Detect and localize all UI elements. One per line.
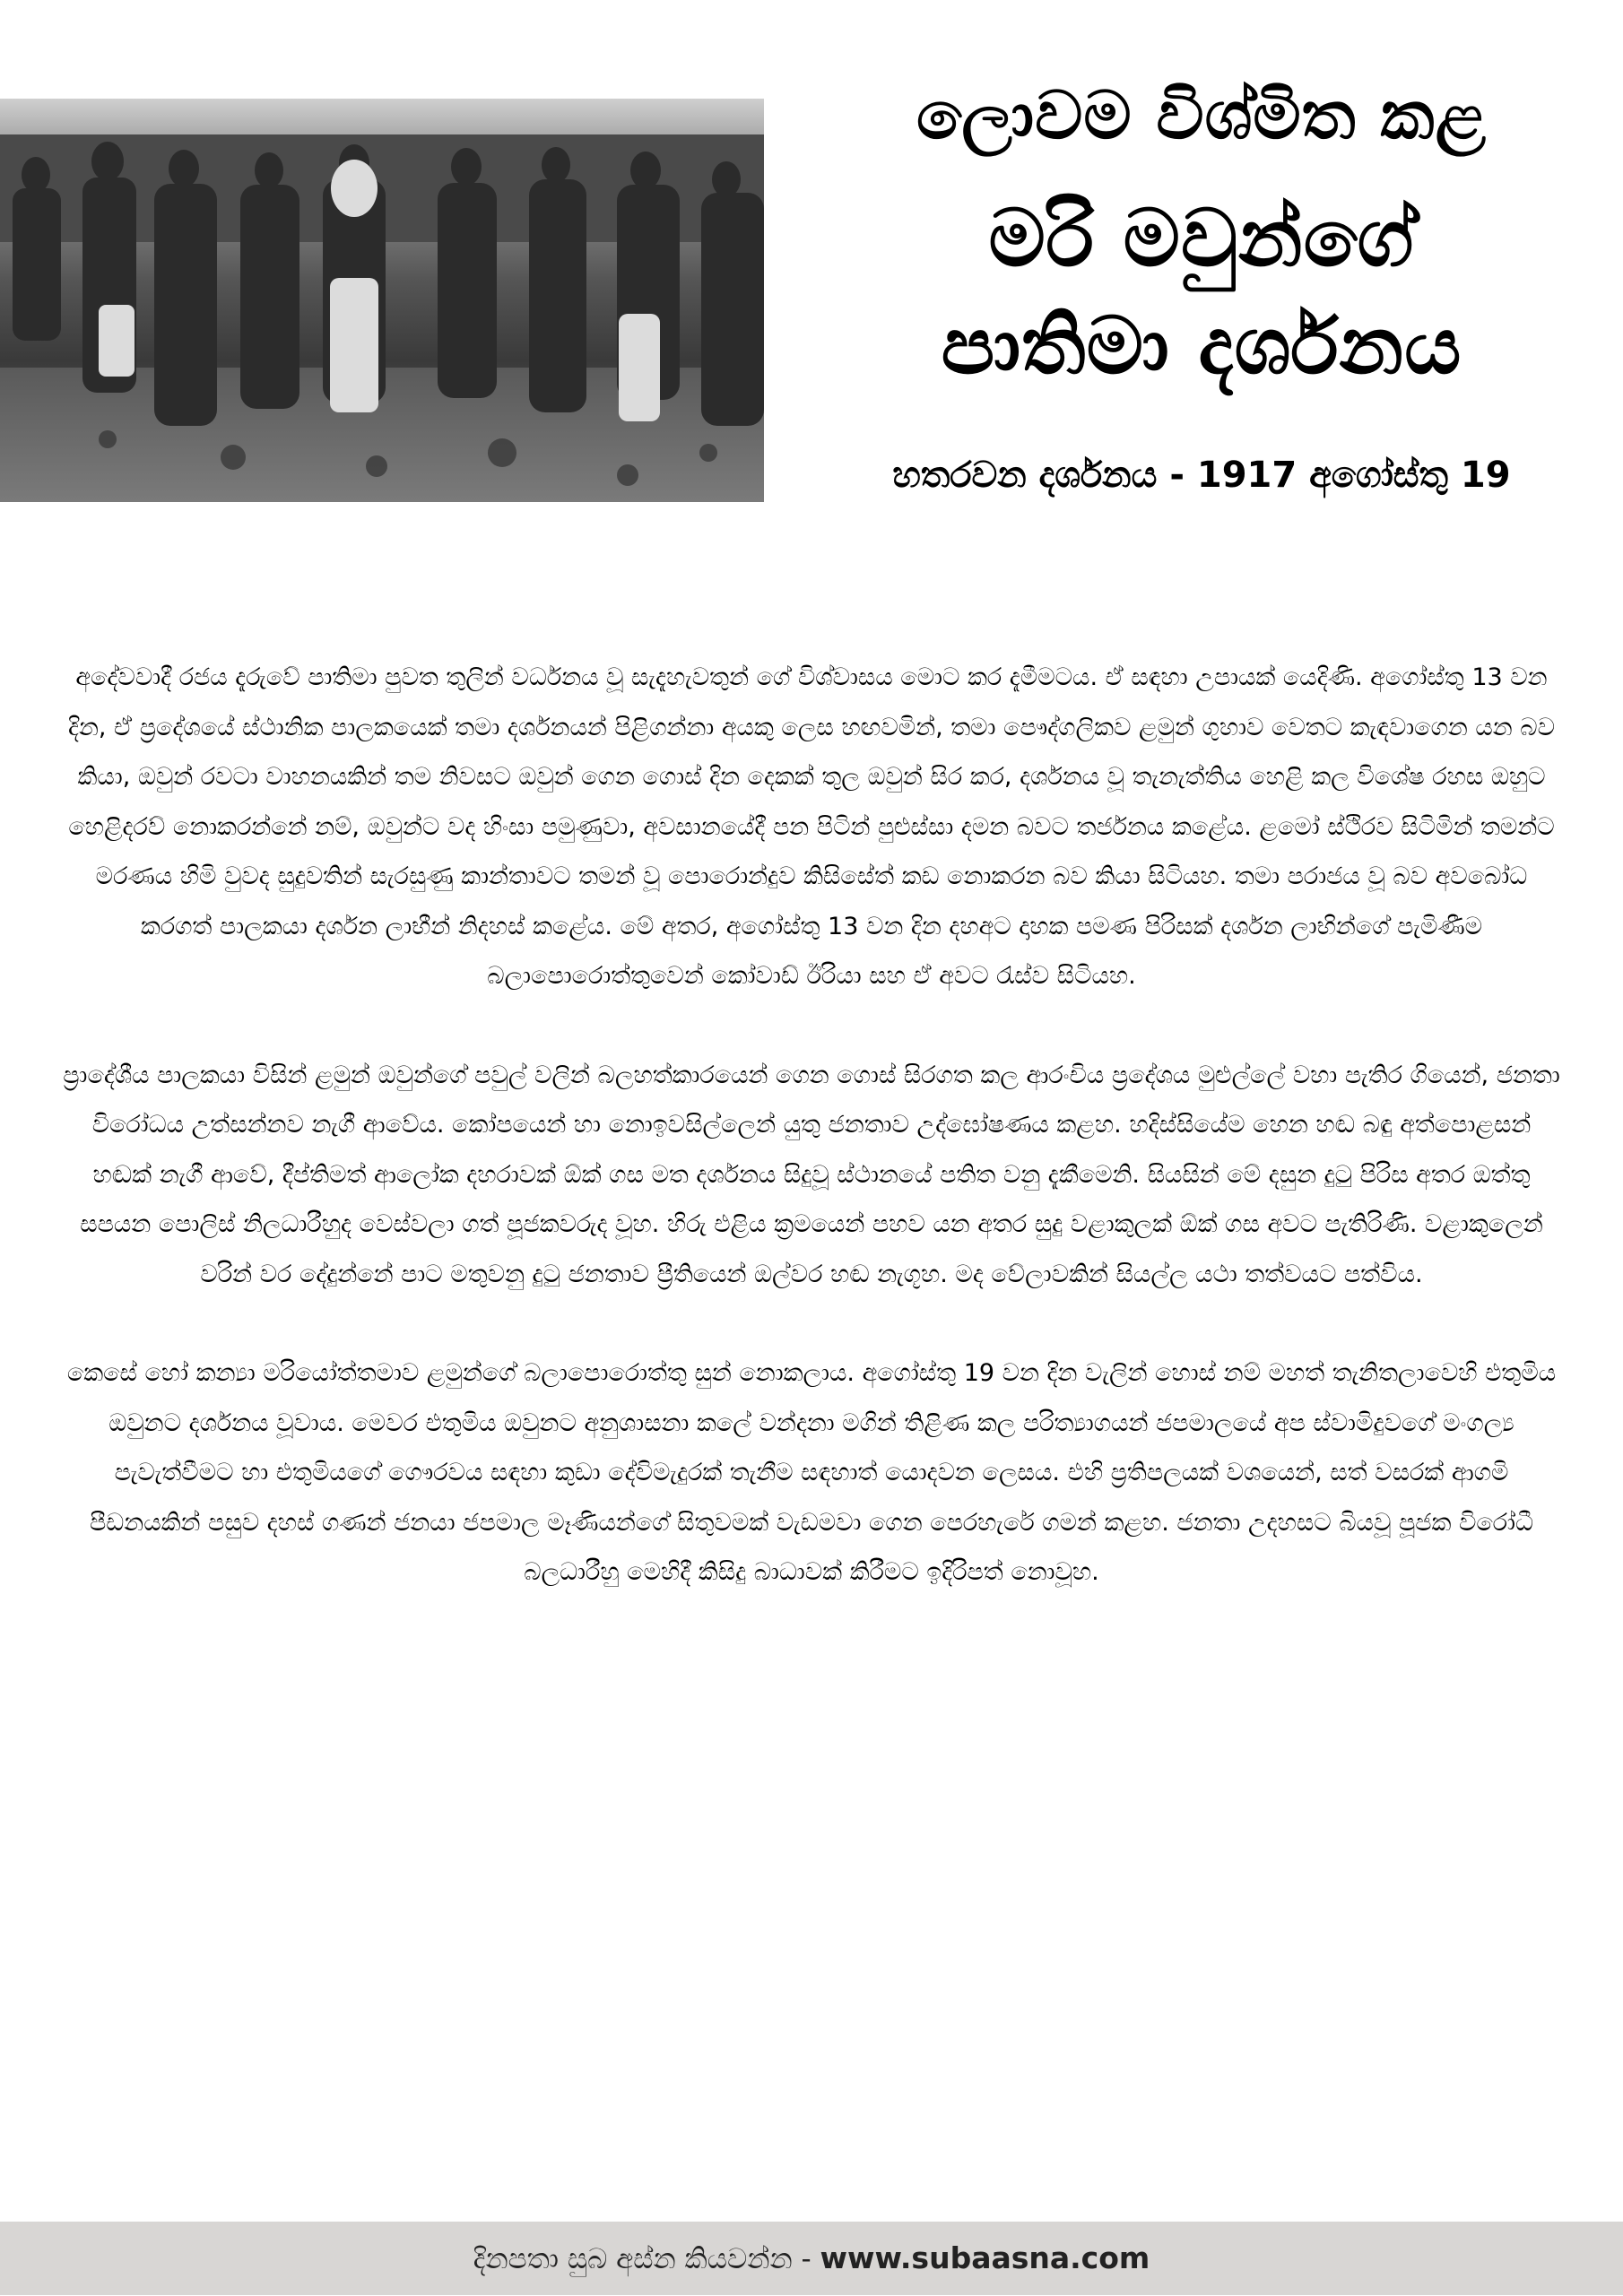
article-body: [59, 653, 1564, 1647]
paragraph-3: කෙසේ හෝ කන්‍යා මරියෝත්තමාව ළමුන්ගේ බලාපොරොත්තු සුන් නොකලාය. අගෝස්තු 19 වන දින වැලින් හොස් නම් මහත් තැනිතලාවෙහි එතුමිය ඔවුනට දර්ශනය වූවාය. මෙවර එතුමිය ඔවුනට අනුශාසනා කලේ වන්දනා මගින් තිළිණ කල පරිත්‍යාගයන් ජපමාලයේ අප ස්වාමිදුවගේ මංගල්‍ය පැවැත්වීමට හා එතුමියගේ ගෞරවය සඳහා කුඩා දේවිමැදුරක් තැනීම සඳහාත් යොදවන ලෙසය. එහි ප්‍රතිපලයක් වශයෙන්, සත් වසරක් ආගමි පීඩනයකින් පසුව දහස් ගණන් ජනයා ජපමාල මෑණියන්ගේ සිතුවමක් වැඩමවා ගෙන පෙරහැරේ ගමන් කළහ. ජනතා උදහසට බියවූ පූජක විරෝධී බලධාරීහු මෙහිදී කිසිදු බාධාවක් කිරීමට ඉදිරිපත් නොවූහ.: [66, 1359, 1557, 1586]
subtitle: හතරවන දර්ශනය - 1917 අගෝස්තු 19: [892, 455, 1511, 496]
title-line-3: පාතිමා දර්ශනය: [941, 299, 1462, 392]
title-line-2: මරි මවුන්ගේ: [988, 192, 1415, 284]
footer-site-link[interactable]: www.subaasna.com: [820, 2240, 1150, 2275]
footer-label: දිනපතා සුබ අස්න කියවන්න -: [473, 2243, 812, 2275]
paragraph-2: ප්‍රාදේශීය පාලකයා විසින් ළමුන් ඔවුන්ගේ පවුල් වලින් බලහත්කාරයෙන් ගෙන ගොස් සිරගත කල ආරංචිය ප්‍රදේශය මුළුල්ලේ වහා පැතිර ගියෙන්, ජනතා විරෝධය උත්සන්නව නැගී ආවේය. කෝපයෙන් හා නොඉවසිල්ලෙන් යුතු ජනතාව උද්ඝෝෂණය කළහ. හදිස්සියේම හෙන හඬ බඳු අත්පොළසන් හඬක් නැගී ආවේ, දීප්තිමත් ආලෝක දහරාවක් ඕක් ගස මත දර්ශනය සිදුවූ ස්ථානයේ පතිත වනු දැකීමෙනි. සියසින් මේ දසුන දුටු පිරිස අතර ඔත්තු සපයන පොලිස් නිලධාරීහුද වෙස්වලා ගත් පූජකවරුද වූහ. හිරු එළිය ක්‍රමයෙන් පහව යන අතර සුදු වළාකුලක් ඕක් ගස අවට පැතිරිණි. වළාකුලෙන් වරින් වර දේදුන්නේ පාට මතුවනු දුටු ජනතාව ප්‍රීතියෙන් ඔල්වර හඬ නැගූහ. මද වේලාවකින් සියල්ල යථා තත්වයට පත්විය.: [63, 1061, 1560, 1288]
crowd-photo: [0, 99, 764, 502]
title-block: [798, 63, 1605, 398]
paragraph-1: අදේවවාදී රජය දැරුවේ පාතිමා පුවත තුලින් වර්ධනය වූ සැදැහැවතුන් ගේ විශ්වාසය මොට කර දැමීමටය. ඒ සඳහා උපායක් යෙදිණි. අගෝස්තු 13 වන දින, ඒ ප්‍රදේශයේ ස්ථානික පාලකයෙක් තමා දර්ශනයන් පිළිගන්නා අයකු ලෙස හඟවමින්, තමා පෞද්ගලිකව ළමුන් ගුහාව වෙතට කැඳවාගෙන යන බව කියා, ඔවුන් රවටා වාහනයකින් තම නිවසට ඔවුන් ගෙන ගොස් දින දෙකක් තුල ඔවුන් සිර කර, දර්ශනය වූ තැනැත්තිය හෙළි කල විශේෂ රහස ඔහුට හෙළිදරව් නොකරන්නේ නම්, ඔවුන්ට වද හිංසා පමුණුවා, අවසානයේදී පන පිටින් පුළුස්සා දමන බවට තර්ජනය කළේය. ළමෝ ස්ථිරව සිටිමින් තමන්ට මරණය හිමි වුවද සුදුවතින් සැරසුණු කාන්තාවට තමන් වූ පොරොන්දුව කිසිසේත් කඩ නොකරන බව කියා සිටියහ. තමා පරාජය වූ බව අවබෝධ කරගත් පාලකයා දර්ශන ලාභීන් නිදහස් කළේය. මේ අතර, අගෝස්තු 13 වන දින දහඅට දාහක පමණ පිරිසක් දර්ශන ලාභින්ගේ පැමිණීම බලාපොරොත්තුවෙන් කෝවාඩ් ඊරියා සහ ඒ අවට රැස්ව සිටියහ.: [67, 663, 1556, 990]
title-line-1: ලොවම විශ්මිත කළ: [916, 77, 1488, 154]
footer-bar: [0, 2222, 1623, 2295]
